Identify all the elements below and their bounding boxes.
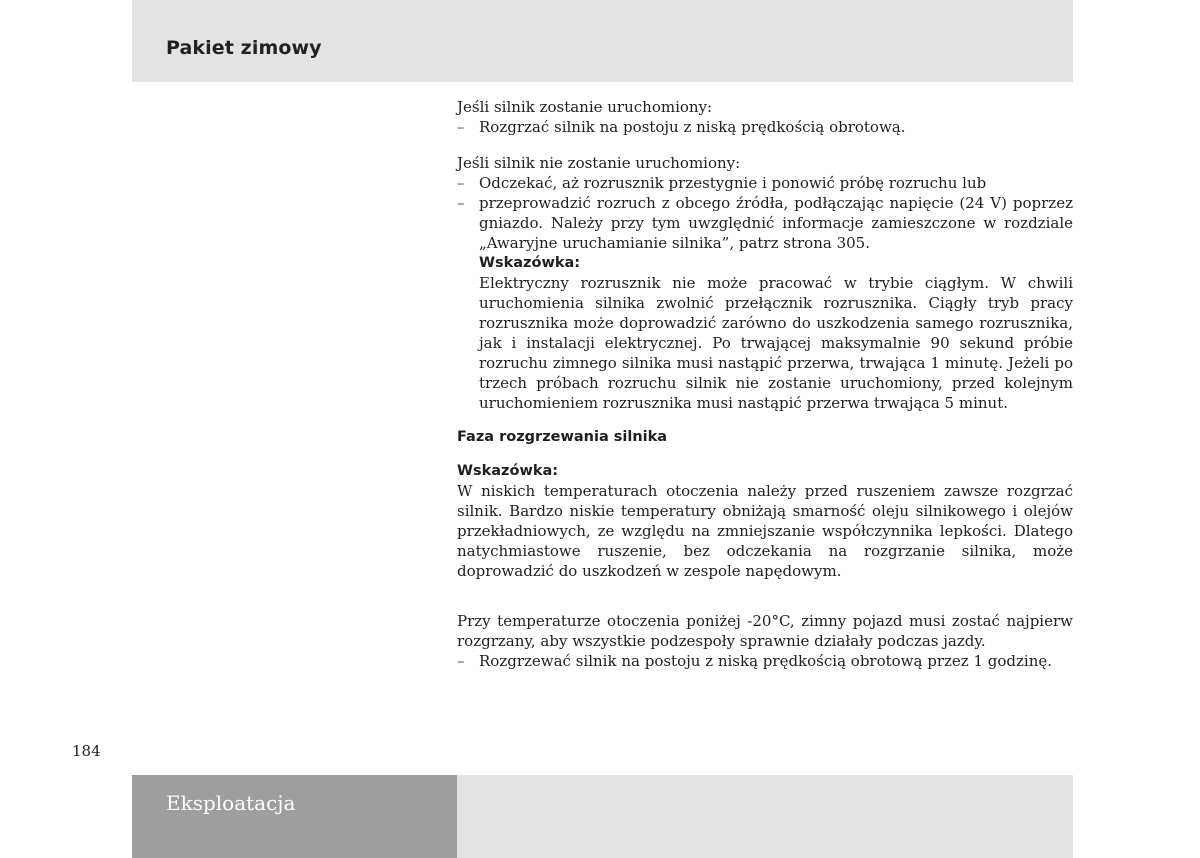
page-number: 184 — [72, 742, 101, 760]
header-bar — [132, 0, 1073, 82]
page-title: Pakiet zimowy — [166, 37, 322, 59]
section2-note — [457, 253, 1073, 413]
footer-chapter-tab — [132, 775, 457, 858]
footer-bar — [457, 775, 1073, 858]
section1-list — [457, 117, 1073, 137]
note-text: W niskich temperaturach otoczenia należy przed ruszeniem zawsze rozgrzać silnik. Bardzo niskie temperatury obniżają smarność oleju silnikowego i olejów przekładniowych, ze względu na zmniejszanie współczynnika lepkości. Dlatego natychmiastowe ruszenie, bez odczekania na rozgrzanie silnika, może doprowadzić do uszkodzeń w zespole napędowym. — [457, 482, 1073, 580]
note-label: Wskazówka: — [479, 255, 581, 271]
note-label: Wskazówka: — [457, 463, 559, 479]
section3-list — [457, 651, 1073, 671]
list-item: – Odczekać, aż rozrusznik przestygnie i ponowić próbę rozruchu lub — [457, 173, 1073, 193]
list-item: – Rozgrzewać silnik na postoju z niską prędkością obrotową przez 1 godzinę. — [457, 651, 1073, 671]
chapter-title: Eksploatacja — [166, 791, 296, 815]
list-item: – Rozgrzać silnik na postoju z niską prędkością obrotową. — [457, 117, 1073, 137]
section-heading: Faza rozgrzewania silnika — [457, 429, 668, 445]
section2-list — [457, 173, 1073, 253]
note-text: Elektryczny rozrusznik nie może pracować w trybie ciągłym. W chwili uruchomienia silnika zwolnić przełącznik rozrusznika. Ciągły tryb pracy rozrusznika może doprowadzić zarówno do uszkodzenia samego rozrusznika, jak i instalacji elektrycznej. Po trwającej maksymalnie 90 sekund próbie rozruchu zimnego silnika musi nastąpić przerwa, trwająca 1 minutę. Jeżeli po trzech próbach rozruchu silnik nie zostanie uruchomiony, przed kolejnym uruchomieniem rozrusznika musi nastąpić przerwa trwająca 5 minut. — [479, 274, 1073, 412]
section1-intro: Jeśli silnik zostanie uruchomiony: — [457, 98, 713, 116]
section2-intro: Jeśli silnik nie zostanie uruchomiony: — [457, 154, 741, 172]
list-item: – przeprowadzić rozruch z obcego źródła, podłączając napięcie (24 V) poprzez gniazdo. Należy przy tym uwzględnić informacje zamieszczone w rozdziale „Awaryjne uruchamianie silnika”, patrz strona 305. — [457, 193, 1073, 253]
temperature-paragraph: Przy temperaturze otoczenia poniżej -20°C, zimny pojazd musi zostać najpierw rozgrzany, aby wszystkie podzespoły sprawnie działały podczas jazdy. — [457, 612, 1073, 650]
main-content — [457, 97, 1073, 671]
